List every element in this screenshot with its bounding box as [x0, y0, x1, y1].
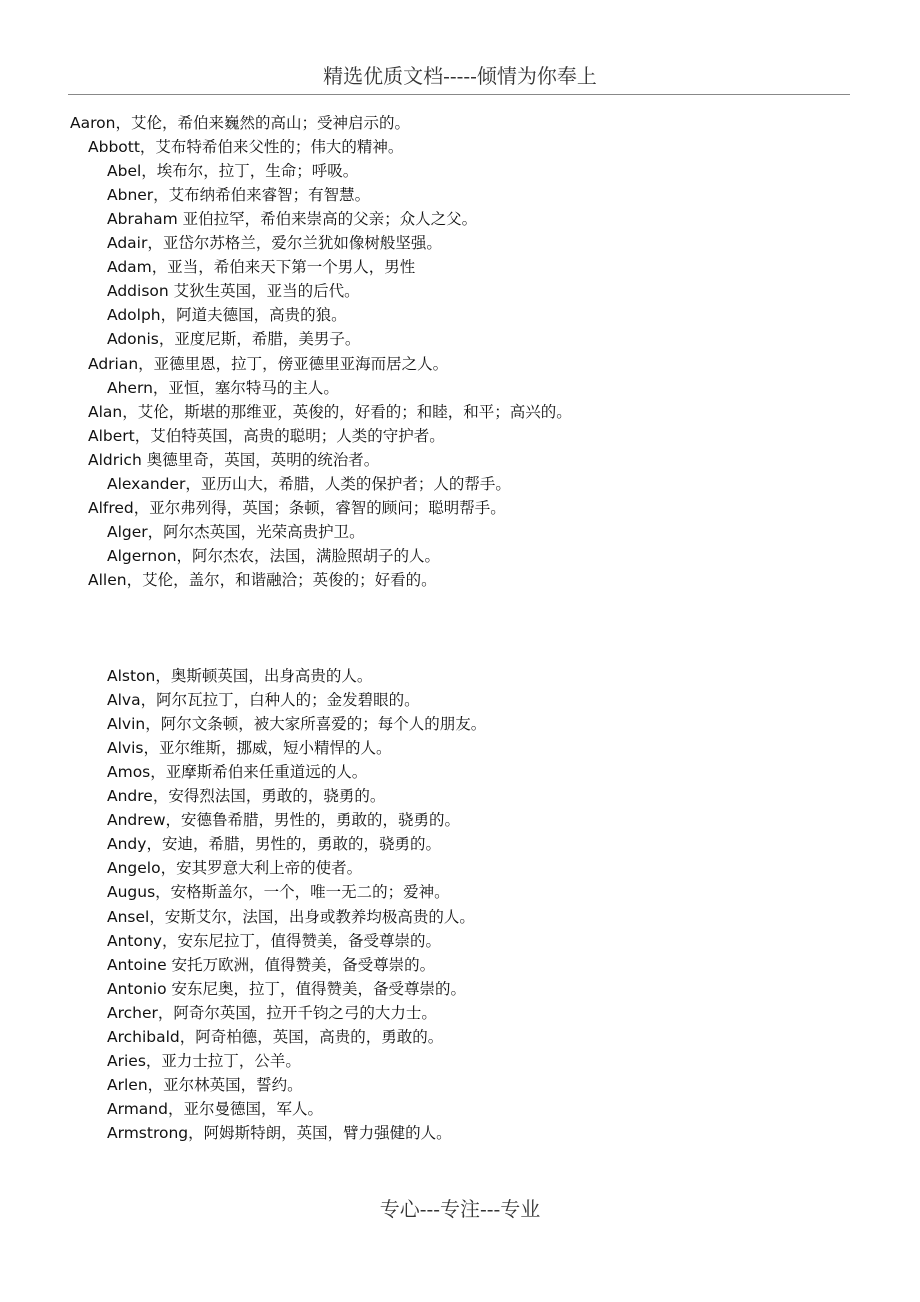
- name-entry: Armstrong，阿姆斯特朗，英国，臂力强健的人。: [107, 1123, 452, 1142]
- name-entry: Adam，亚当，希伯来天下第一个男人，男性: [107, 258, 416, 277]
- name-entry: Archibald，阿奇柏德，英国，高贵的，勇敢的。: [107, 1027, 444, 1046]
- name-entry: Albert，艾伯特英国，高贵的聪明；人类的守护者。: [88, 426, 445, 445]
- name-entry: Adair，亚岱尔苏格兰，爱尔兰犹如像树般坚强。: [107, 234, 442, 253]
- page-footer: 专心---专注---专业: [379, 1197, 541, 1221]
- name-entry: Alan，艾伦，斯堪的那维亚，英俊的，好看的；和睦，和平；高兴的。: [88, 402, 572, 421]
- name-entry: Aldrich 奥德里奇，英国，英明的统治者。: [88, 450, 380, 469]
- name-entry: Algernon，阿尔杰农，法国，满脸照胡子的人。: [107, 546, 441, 565]
- name-entry: Archer，阿奇尔英国，拉开千钧之弓的大力士。: [107, 1003, 437, 1022]
- name-entry: Abner，艾布纳希伯来睿智；有智慧。: [107, 186, 371, 205]
- name-entry: Angelo，安其罗意大利上帝的使者。: [107, 859, 363, 878]
- name-entry: Addison 艾狄生英国，亚当的后代。: [107, 282, 360, 301]
- name-entry: Abraham 亚伯拉罕，希伯来崇高的父亲；众人之父。: [107, 210, 478, 229]
- name-entry: Alvis，亚尔维斯，挪威，短小精悍的人。: [107, 739, 392, 758]
- name-entry: Alva，阿尔瓦拉丁，白种人的；金发碧眼的。: [107, 691, 420, 710]
- name-entry: Ahern，亚恒，塞尔特马的主人。: [107, 378, 339, 397]
- header-divider: [68, 94, 850, 95]
- name-entry: Antoine 安托万欧洲，值得赞美，备受尊崇的。: [107, 955, 436, 974]
- name-entry: Alston，奥斯顿英国，出身高贵的人。: [107, 667, 373, 685]
- name-entry: Ansel，安斯艾尔，法国，出身或教养均极高贵的人。: [107, 907, 475, 926]
- name-entry: Andrew，安德鲁希腊，男性的，勇敢的，骁勇的。: [107, 811, 461, 830]
- name-entry: Augus，安格斯盖尔，一个，唯一无二的；爱神。: [107, 883, 450, 902]
- name-entry: Abel，埃布尔，拉丁，生命；呼吸。: [107, 162, 359, 181]
- name-entry: Arlen，亚尔林英国，誓约。: [107, 1075, 303, 1094]
- name-entry: Amos，亚摩斯希伯来任重道远的人。: [107, 763, 368, 782]
- name-entry: Adonis，亚度尼斯，希腊，美男子。: [107, 330, 361, 349]
- name-entry: Allen，艾伦，盖尔，和谐融洽；英俊的；好看的。: [88, 570, 437, 589]
- name-entry: Adolph，阿道夫德国，高贵的狼。: [107, 306, 347, 325]
- name-entry: Adrian，亚德里恩，拉丁，傍亚德里亚海而居之人。: [88, 354, 449, 373]
- name-entry: Aries，亚力士拉丁，公羊。: [107, 1051, 301, 1070]
- name-entry: Aaron，艾伦，希伯来巍然的高山；受神启示的。: [70, 114, 410, 132]
- name-entry: Alexander，亚历山大，希腊，人类的保护者；人的帮手。: [107, 474, 511, 493]
- name-entry: Antony，安东尼拉丁，值得赞美，备受尊崇的。: [107, 931, 441, 950]
- name-entry: Andy，安迪，希腊，男性的，勇敢的，骁勇的。: [107, 835, 441, 854]
- page-header: 精选优质文档-----倾情为你奉上: [323, 64, 597, 88]
- name-entry: Abbott，艾布特希伯来父性的；伟大的精神。: [88, 138, 404, 157]
- name-entry: Antonio 安东尼奥，拉丁，值得赞美，备受尊崇的。: [107, 979, 467, 998]
- name-entry: Alfred，亚尔弗列得，英国；条顿，睿智的顾问；聪明帮手。: [88, 498, 506, 517]
- name-entry: Armand，亚尔曼德国，军人。: [107, 1099, 323, 1118]
- name-entry: Alger，阿尔杰英国，光荣高贵护卫。: [107, 522, 365, 541]
- name-entry: Alvin，阿尔文条顿，被大家所喜爱的；每个人的朋友。: [107, 715, 487, 734]
- name-entry: Andre，安得烈法国，勇敢的，骁勇的。: [107, 787, 386, 806]
